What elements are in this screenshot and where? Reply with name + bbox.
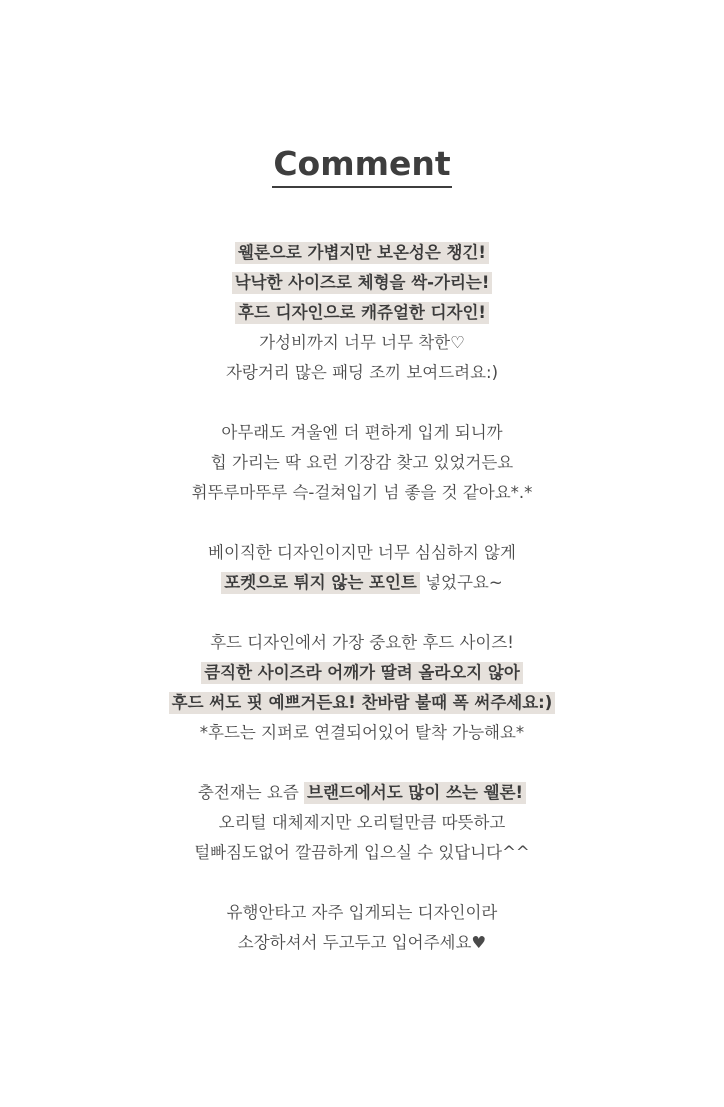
text-segment: 충전재는 요즘 — [197, 783, 305, 802]
text-segment: 자랑거리 많은 패딩 조끼 보여드려요:) — [225, 363, 499, 382]
paragraph-spacer — [0, 388, 724, 418]
paragraph-spacer — [0, 868, 724, 898]
comment-heading: Comment — [272, 142, 451, 188]
highlighted-text: 웰론으로 가볍지만 보온성은 챙긴! — [235, 242, 489, 264]
comment-line — [0, 928, 724, 958]
comment-line — [0, 478, 724, 508]
comment-line — [0, 898, 724, 928]
paragraph-spacer — [0, 508, 724, 538]
comment-line — [0, 298, 724, 328]
highlighted-text: 후드 써도 핏 예쁘거든요! 찬바람 불때 폭 써주세요:) — [169, 692, 556, 714]
paragraph-spacer — [0, 748, 724, 778]
highlighted-text: 후드 디자인으로 캐쥬얼한 디자인! — [235, 302, 489, 324]
paragraph-spacer — [0, 598, 724, 628]
text-segment: 유행안타고 자주 입게되는 디자인이라 — [226, 903, 498, 922]
text-segment: 힙 가리는 딱 요런 기장감 찾고 있었거든요 — [210, 453, 514, 472]
comment-line — [0, 778, 724, 808]
text-segment: 휘뚜루마뚜루 슥-걸쳐입기 넘 좋을 것 같아요*.* — [191, 483, 533, 502]
text-segment: 베이직한 디자인이지만 너무 심심하지 않게 — [208, 543, 516, 562]
text-segment: *후드는 지퍼로 연결되어있어 탈착 가능해요* — [199, 723, 525, 742]
comment-line — [0, 688, 724, 718]
highlighted-text: 브랜드에서도 많이 쓰는 웰론! — [304, 782, 526, 804]
comment-line — [0, 808, 724, 838]
comment-line — [0, 268, 724, 298]
highlighted-text: 큼직한 사이즈라 어깨가 딸려 올라오지 않아 — [201, 662, 523, 684]
comment-line — [0, 838, 724, 868]
comment-line — [0, 568, 724, 598]
highlighted-text: 낙낙한 사이즈로 체형을 싹-가리는! — [232, 272, 493, 294]
comment-line — [0, 238, 724, 268]
text-segment: 털빠짐도없어 깔끔하게 입으실 수 있답니다^^ — [194, 843, 530, 862]
text-segment: 오리털 대체제지만 오리털만큼 따뜻하고 — [218, 813, 506, 832]
text-segment: 소장하셔서 두고두고 입어주세요♥ — [237, 933, 487, 952]
comment-body — [0, 238, 724, 958]
comment-line — [0, 448, 724, 478]
comment-line — [0, 358, 724, 388]
comment-line — [0, 538, 724, 568]
comment-line — [0, 718, 724, 748]
text-segment: 후드 디자인에서 가장 중요한 후드 사이즈! — [210, 633, 514, 652]
comment-line — [0, 628, 724, 658]
comment-line — [0, 658, 724, 688]
comment-line — [0, 418, 724, 448]
highlighted-text: 포켓으로 튀지 않는 포인트 — [221, 572, 420, 594]
comment-heading-wrap — [0, 142, 724, 188]
text-segment: 가성비까지 너무 너무 착한♡ — [259, 333, 465, 352]
text-segment: 넣었구요~ — [419, 573, 503, 592]
comment-line — [0, 328, 724, 358]
text-segment: 아무래도 겨울엔 더 편하게 입게 되니까 — [221, 423, 503, 442]
